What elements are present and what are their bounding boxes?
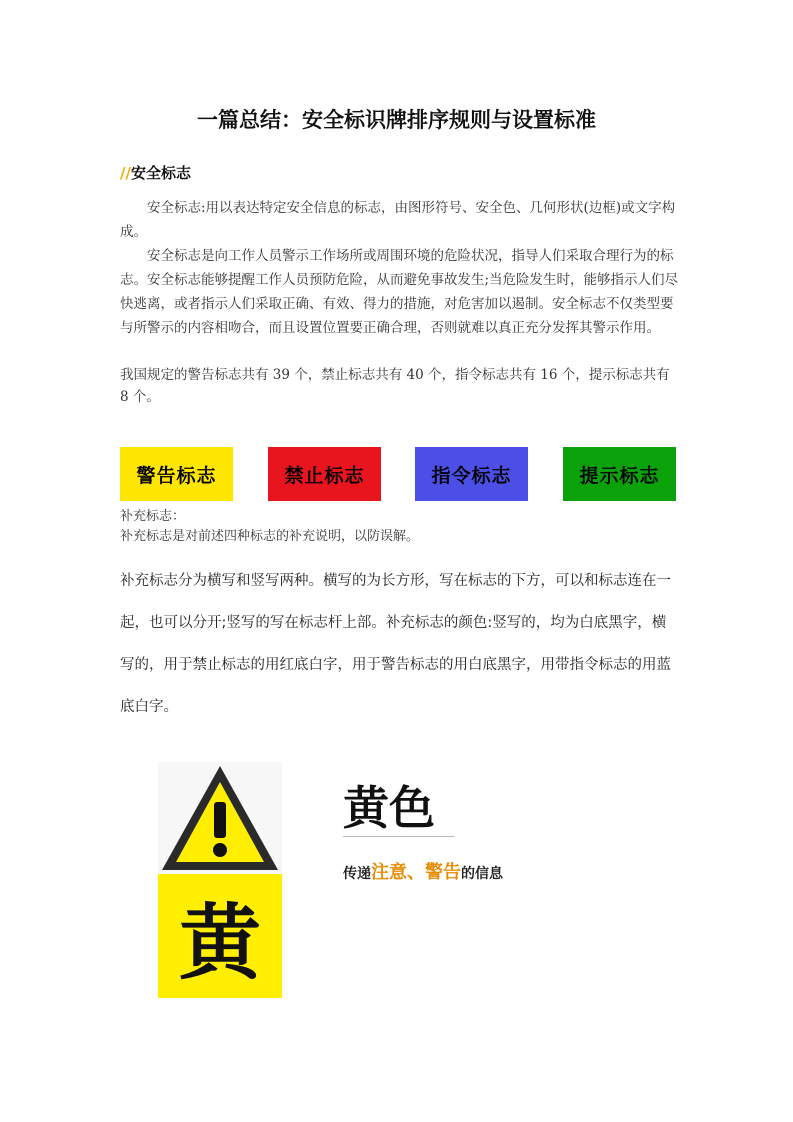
yellow-sign-card: [158, 762, 282, 998]
sign-mandatory: 指令标志: [415, 447, 528, 501]
section-heading-text: 安全标志: [130, 164, 191, 182]
sign-category-row: [120, 447, 676, 501]
sign-prohibition: 禁止标志: [268, 447, 381, 501]
page-title: 一篇总结：安全标识牌排序规则与设置标准: [197, 108, 596, 132]
color-desc-pre: 传递: [343, 866, 371, 882]
supplement-heading: 补充标志：: [120, 509, 186, 524]
section-slashes: //: [120, 164, 131, 182]
paragraph-counts: 我国规定的警告标志共有 39 个，禁止标志共有 40 个，指令标志共有 16 个，提示标志共有 8 个。: [120, 367, 670, 405]
yellow-block-char: 黄: [158, 874, 282, 998]
color-description: [343, 858, 503, 884]
sign-warning: 警告标志: [120, 447, 233, 501]
color-desc-highlight: 注意、警告: [371, 862, 461, 883]
paragraph-definition: 安全标志:用以表达特定安全信息的标志，由图形符号、安全色、几何形状(边框)或文字构成。: [120, 200, 676, 240]
warning-triangle-icon: [158, 762, 282, 874]
color-desc-post: 的信息: [461, 866, 503, 882]
supplement-line: 补充标志是对前述四种标志的补充说明，以防误解。: [120, 529, 420, 544]
supplement-detail: 补充标志分为横写和竖写两种。横写的为长方形，写在标志的下方，可以和标志连在一起，也可以分开;竖写的写在标志杆上部。补充标志的颜色:竖写的，均为白底黑字，横写的，用于禁止标志的用红底白字，用于警告标志的用白底黑字，用带指令标志的用蓝底白字。: [120, 573, 671, 715]
color-name: 黄色: [343, 781, 435, 835]
color-divider: [343, 836, 454, 837]
paragraph-purpose: 安全标志是向工作人员警示工作场所或周围环境的危险状况，指导人们采取合理行为的标志。安全标志能够提醒工作人员预防危险，从而避免事故发生;当危险发生时，能够指示人们尽快逃离，或者指示人们采取正确、有效、得力的措施，对危害加以遏制。安全标志不仅类型要与所警示的内容相吻合，而且设置位置要正确合理，否则就难以真正充分发挥其警示作用。: [120, 248, 679, 336]
sign-information: 提示标志: [563, 447, 676, 501]
section-heading: [120, 162, 191, 183]
